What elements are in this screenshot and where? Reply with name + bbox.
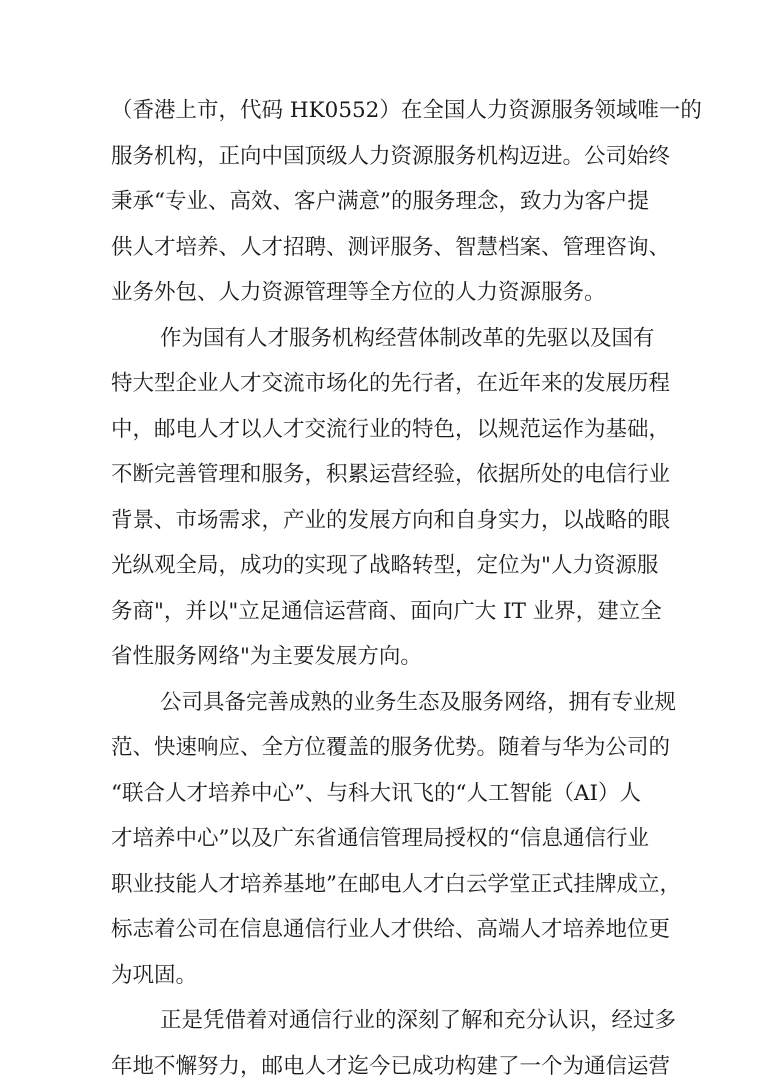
text-line: 中，邮电人才以人才交流行业的特色，以规范运作为基础， [111,416,671,442]
text-line: 省性服务网络"为主要发展方向。 [111,644,422,669]
paragraph-first-line: 正是凭借着对通信行业的深刻了解和充分认识，经过多 [160,1008,677,1033]
text-line: 光纵观全局，成功的实现了战略转型，定位为"人力资源服 [111,553,659,578]
text-line: 才培养中心”以及广东省通信管理局授权的“信息通信行业 [111,826,649,851]
text-line: 特大型企业人才交流市场化的先行者，在近年来的发展历程 [111,371,671,396]
text-line: 服务机构，正向中国顶级人力资源服务机构迈进。公司始终 [111,143,671,169]
paragraph-first-line: 公司具备完善成熟的业务生态及服务网络，拥有专业规 [160,689,677,715]
text-line: 业务外包、人力资源管理等全方位的人力资源服务。 [111,280,606,305]
text-line: 范、快速响应、全方位覆盖的服务优势。随着与华为公司的 [111,735,671,760]
text-line: 职业技能人才培养基地”在邮电人才白云学堂正式挂牌成立， [111,871,681,897]
text-line: 秉承“专业、高效、客户满意”的服务理念，致力为客户提 [111,189,649,214]
text-line: 为巩固。 [111,962,198,988]
text-line: 标志着公司在信息通信行业人才供给、高端人才培养地位更 [111,917,671,942]
text-line: 供人才培养、人才招聘、测评服务、智慧档案、管理咨询、 [111,234,671,260]
text-line: 背景、市场需求，产业的发展方向和自身实力，以战略的眼 [111,507,671,533]
text-line: （香港上市，代码 HK0552）在全国人力资源服务领域唯一的 [111,98,702,123]
paragraph-first-line: 作为国有人才服务机构经营体制改革的先驱以及国有 [160,325,655,351]
text-line: 不断完善管理和服务，积累运营经验，依据所处的电信行业 [111,462,671,487]
text-line: 务商"，并以"立足通信运营商、面向广大 IT 业界，建立全 [111,598,662,624]
text-line: 年地不懈努力，邮电人才迄今已成功构建了一个为通信运营 [111,1053,671,1079]
text-line: “联合人才培养中心”、与科大讯飞的“人工智能（AI）人 [111,780,641,806]
